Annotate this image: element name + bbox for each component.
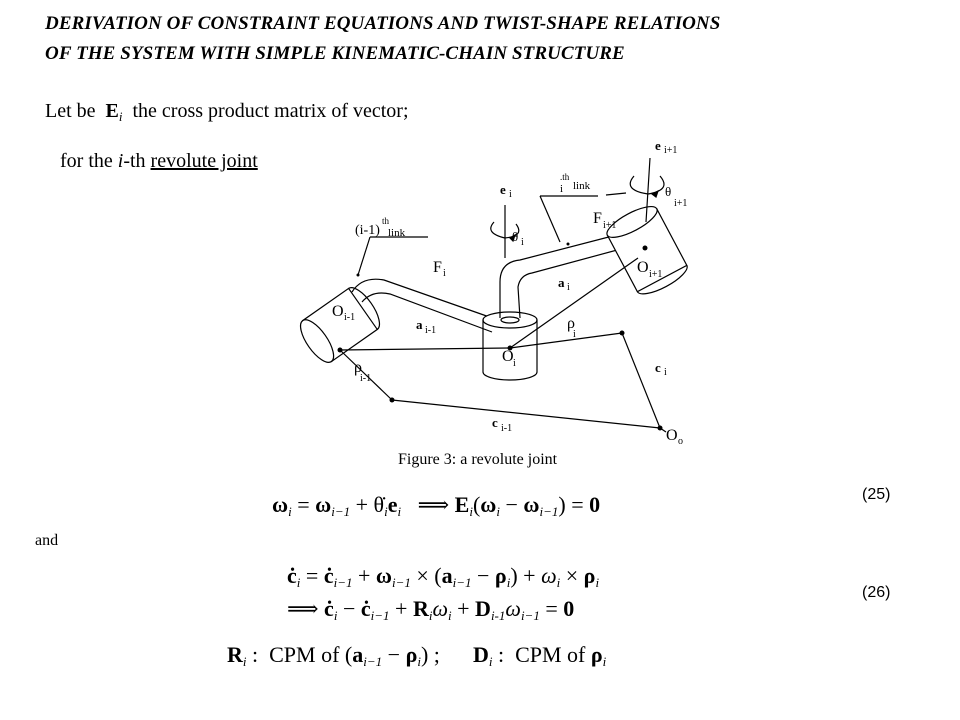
equation-number-26: (26) (862, 584, 891, 601)
let-be-suffix: the cross product matrix of vector; (132, 100, 409, 122)
label-a-i-sub: i (567, 282, 570, 293)
equation-26-line-2: ⟹ $ċ_i$ − $ċ_{i-1} + R_i\omega_i + D_{i-1}\omega_{i-1} = 0$ (287, 596, 575, 623)
label-F-i: F (433, 259, 442, 276)
label-e-i-sub: i (509, 189, 512, 200)
equation-number-25: (25) (862, 486, 891, 503)
E-subscript: i (118, 109, 123, 124)
th-suffix: -th (123, 150, 146, 172)
label-O-im1-sub: i-1 (344, 312, 356, 323)
label-a-im1: a (416, 317, 423, 332)
cylinder-i-1 (295, 283, 386, 368)
label-theta-i-sub: i (521, 237, 524, 248)
label-O-i: O (502, 348, 514, 365)
label-theta-i: θ (512, 229, 519, 244)
label-prev-link: (i-1) (355, 223, 380, 238)
label-O-o-sub: o (678, 436, 683, 447)
E-symbol: E (105, 100, 119, 122)
label-ith-i: i (560, 183, 564, 195)
label-O-i-sub: i (513, 358, 516, 369)
label-O-i1-sub: i+1 (649, 269, 663, 280)
label-c-im1: c (492, 415, 498, 430)
label-rho-i-sub: i (573, 329, 576, 340)
figure-caption: Figure 3: a revolute joint (398, 451, 558, 468)
label-theta-i1: θ (665, 184, 672, 199)
and-text: and (35, 532, 59, 549)
label-e-i1: e (655, 138, 661, 153)
bent-link-i-1 (352, 279, 498, 320)
label-theta-i1-sub: i+1 (674, 198, 688, 209)
equation-25: $\omega_i = \omega_{i-1}$ + $\thetȧ_ie_i$ ⟹ $E_i(\omega_i - \omega_{i-1}) = 0$ (272, 492, 601, 519)
label-prev-link-word: link (388, 227, 406, 239)
label-rho-im1: ρ (354, 359, 362, 376)
label-ith-link: link (573, 180, 591, 192)
label-a-im1-sub: i-1 (425, 325, 437, 336)
label-O-i1: O (637, 259, 649, 276)
label-rho-i: ρ (567, 315, 575, 332)
label-prev-link-sup: th (382, 216, 390, 226)
equation-cpm-definitions: $R_i$ : CPM of $(a_{i-1} - \rho_i)$ ; $D_i$ : CPM of $\rho_i$ (227, 642, 607, 669)
label-c-i: c (655, 360, 661, 375)
label-c-im1-sub: i-1 (501, 423, 513, 434)
label-F-i1: F (593, 210, 602, 227)
label-e-i: e (500, 182, 506, 197)
label-O-im1: O (332, 303, 344, 320)
label-ith-sup: .th (560, 172, 570, 182)
vectors (340, 258, 666, 432)
let-be-prefix: Let be (45, 100, 96, 122)
for-the-text: for the (60, 150, 113, 172)
label-e-i1-sub: i+1 (664, 145, 678, 156)
label-O-o: O (666, 427, 678, 444)
ith-index: i (117, 150, 124, 172)
label-c-i-sub: i (664, 367, 667, 378)
title-line-2: OF THE SYSTEM WITH SIMPLE KINEMATIC-CHAIN STRUCTURE (45, 43, 625, 64)
label-F-i-sub: i (443, 268, 446, 279)
equation-26-line-1: $ċ_i$ = $ċ_{i-1} + \omega_{i-1} \times (a_{i-1} - \rho_i) + \omega_i \times \rho_i$ (287, 563, 600, 590)
title-line-1: DERIVATION OF CONSTRAINT EQUATIONS AND TWIST-SHAPE RELATIONS (45, 13, 721, 34)
label-a-i: a (558, 275, 565, 290)
label-rho-im1-sub: i-1 (360, 373, 372, 384)
label-F-i1-sub: i+1 (603, 220, 617, 231)
cylinder-i-plus-1 (603, 201, 691, 300)
revolute-joint-text: revolute joint (150, 150, 258, 172)
